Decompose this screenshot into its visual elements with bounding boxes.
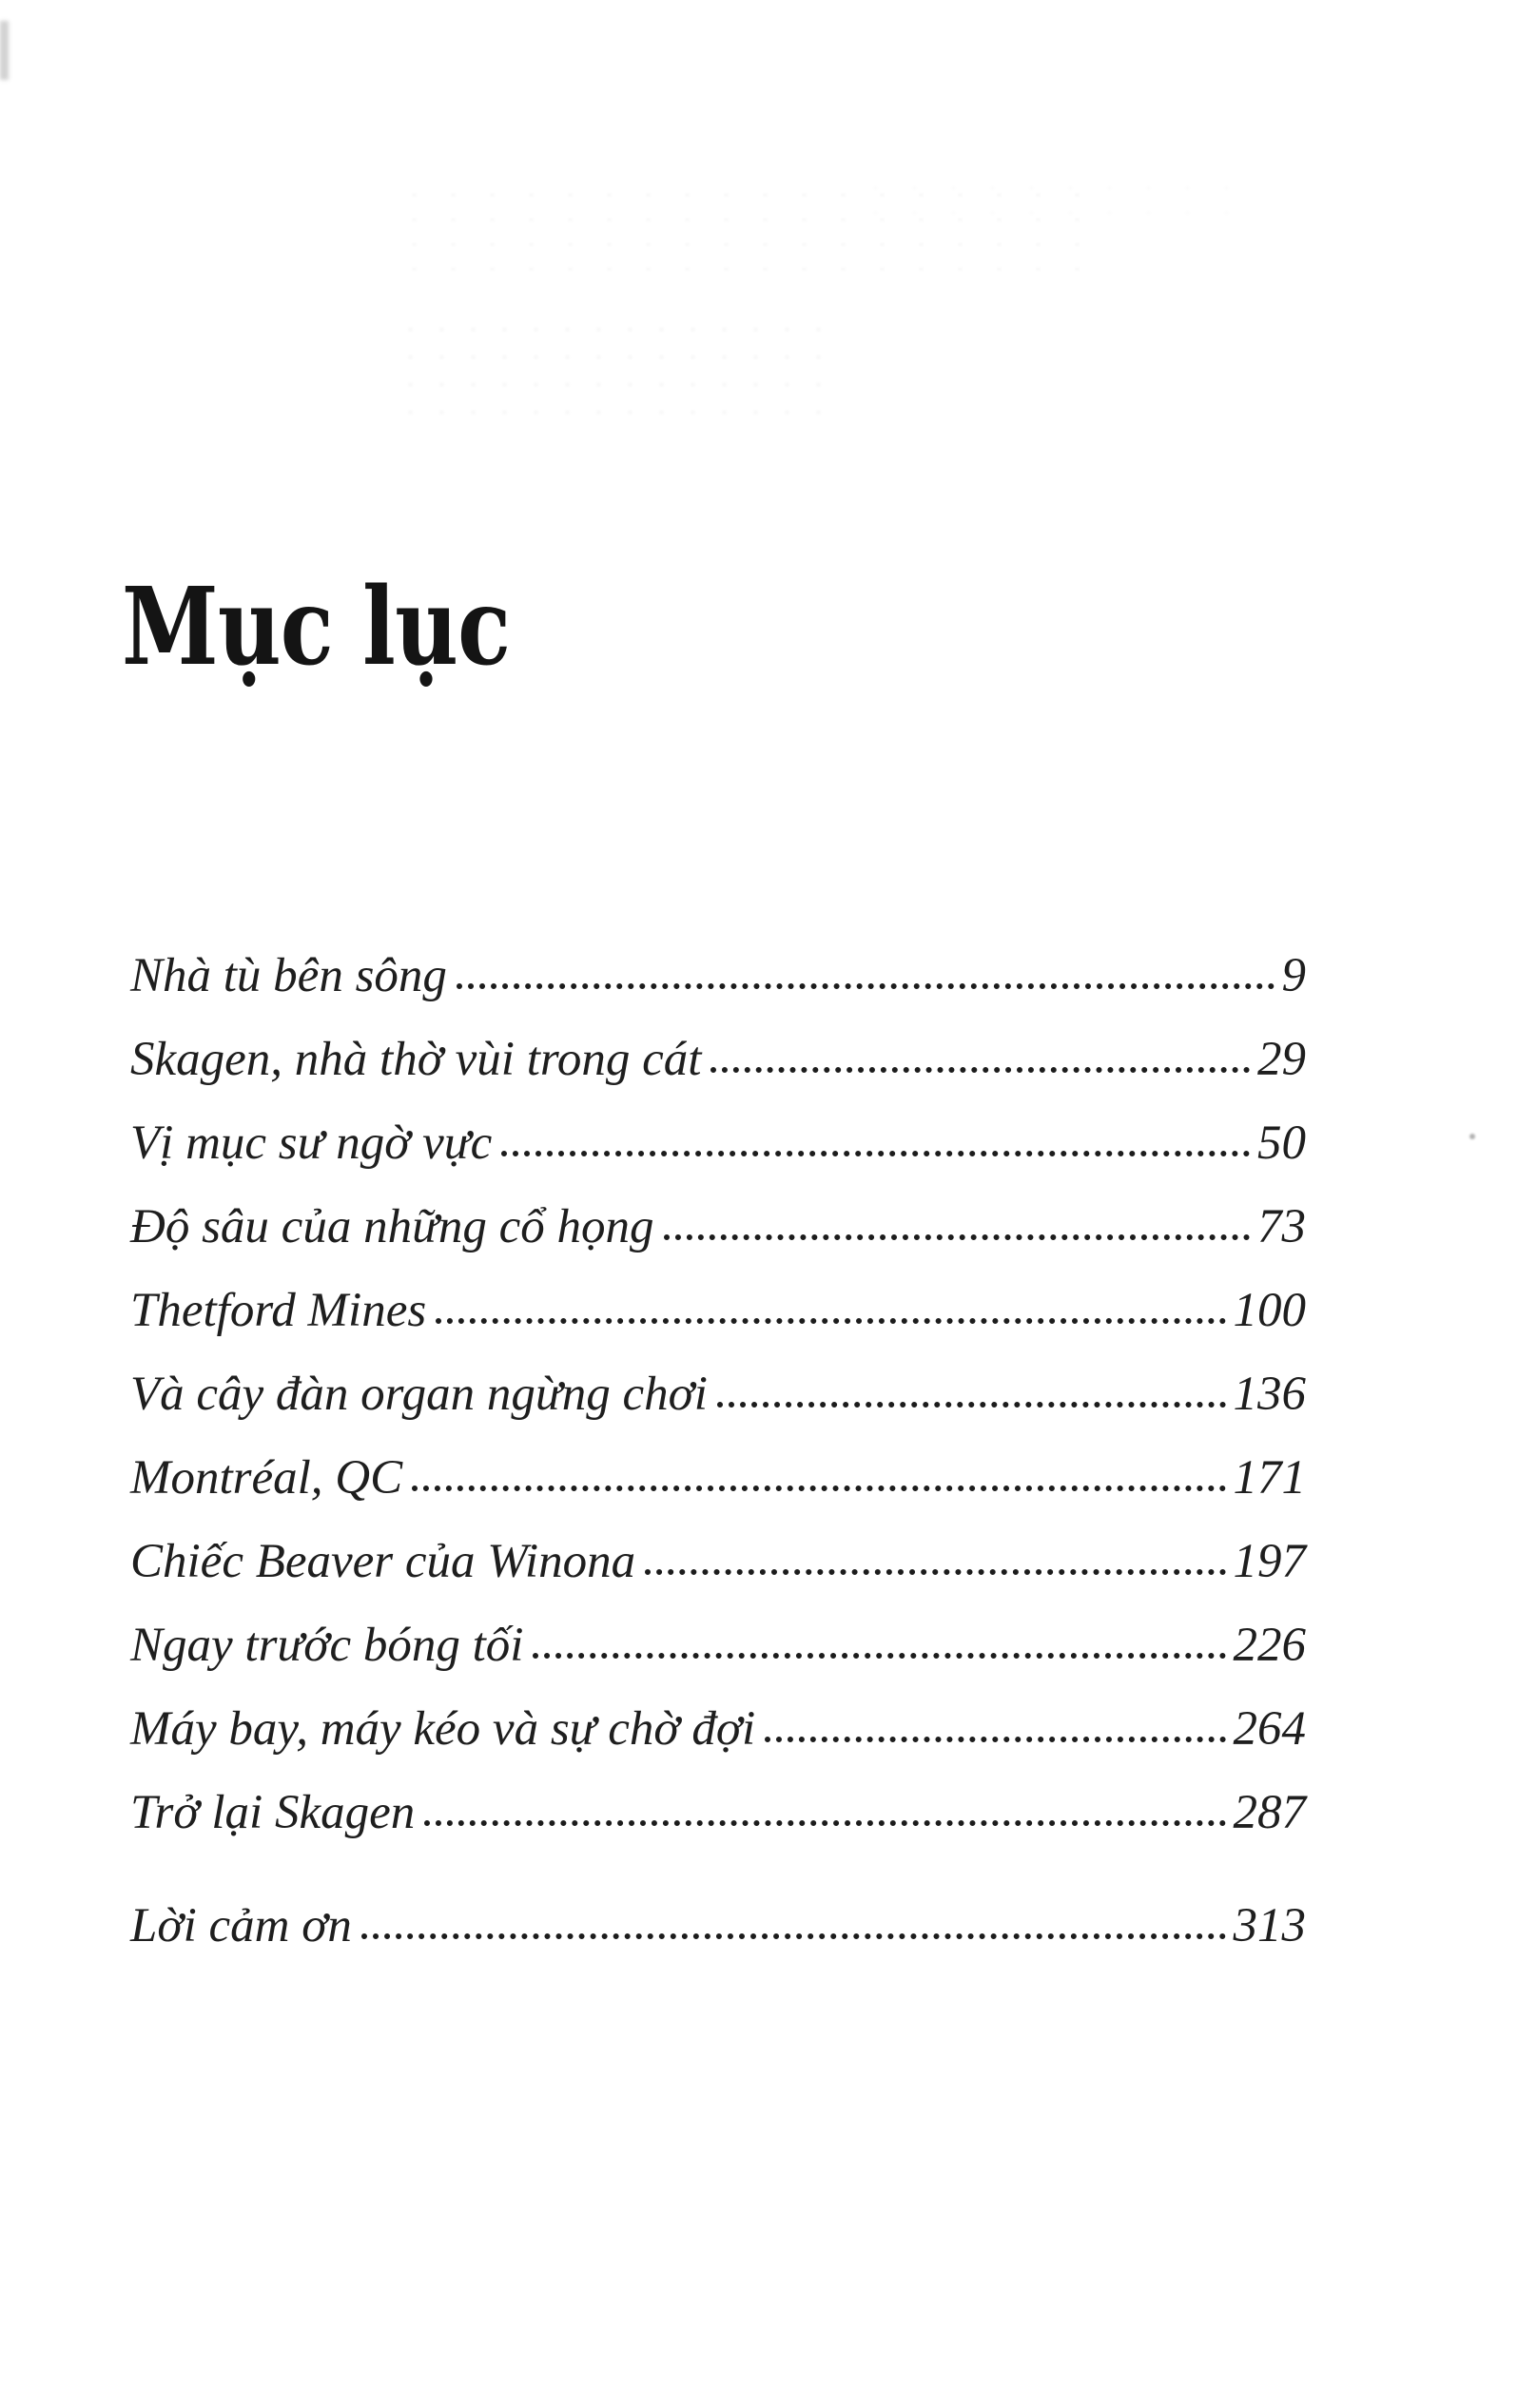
toc-entry [130, 1185, 1306, 1269]
dot-leader [533, 1653, 1225, 1659]
toc-entry-title: Lời cảm ơn [130, 1899, 352, 1952]
dot-leader [361, 1933, 1226, 1939]
toc-entry [130, 1520, 1306, 1603]
toc-entry-page-number: 197 [1233, 1535, 1306, 1588]
toc-entry-page-number: 136 [1233, 1368, 1306, 1421]
dot-leader [436, 1318, 1225, 1324]
toc-entry-page-number: 171 [1233, 1451, 1306, 1505]
toc-entry-title: Và cây đàn organ ngừng chơi [130, 1368, 708, 1421]
toc-entry [130, 1018, 1306, 1101]
toc-entry [130, 1436, 1306, 1520]
toc-entry-page-number: 9 [1281, 949, 1306, 1002]
dot-leader [457, 983, 1275, 989]
dot-leader [501, 1151, 1250, 1156]
toc-entry-page-number: 313 [1233, 1899, 1306, 1952]
toc-entry-title: Độ sâu của những cổ họng [130, 1200, 654, 1253]
toc-entry [130, 1884, 1306, 1968]
table-of-contents [130, 934, 1306, 1968]
scan-edge-artifact [0, 21, 9, 80]
toc-entry [130, 1101, 1306, 1185]
dot-leader [424, 1820, 1225, 1826]
toc-entry [130, 1771, 1306, 1855]
dot-leader [717, 1402, 1226, 1408]
toc-entry-title: Ngay trước bóng tối [130, 1619, 524, 1672]
toc-entry-page-number: 264 [1233, 1702, 1306, 1756]
dot-leader [412, 1486, 1225, 1491]
toc-entry-title: Trở lại Skagen [130, 1786, 416, 1839]
scan-speck-artifact [1469, 1134, 1475, 1139]
toc-entry-title: Nhà tù bên sông [130, 949, 447, 1002]
ink-bleedthrough-artifact [395, 316, 823, 418]
toc-entry-page-number: 287 [1233, 1786, 1306, 1839]
toc-entry-page-number: 100 [1233, 1284, 1306, 1337]
dot-leader [765, 1737, 1225, 1742]
toc-entry [130, 1687, 1306, 1771]
toc-entry-page-number: 226 [1233, 1619, 1306, 1672]
toc-entry [130, 1269, 1306, 1352]
dot-leader [645, 1569, 1225, 1575]
toc-entry-title: Vị mục sư ngờ vực [130, 1117, 493, 1170]
toc-entry-title: Thetford Mines [130, 1284, 427, 1337]
toc-entry [130, 1352, 1306, 1436]
toc-entry [130, 934, 1306, 1018]
toc-entry-title: Máy bay, máy kéo và sự chờ đợi [130, 1702, 756, 1756]
toc-entry [130, 1603, 1306, 1687]
page-title: Mục lục [122, 565, 511, 690]
toc-entry-title: Skagen, nhà thờ vùi trong cát [130, 1033, 702, 1086]
toc-entry-title: Montréal, QC [130, 1451, 403, 1505]
dot-leader [710, 1067, 1250, 1073]
toc-entry-title: Chiếc Beaver của Winona [130, 1535, 636, 1588]
toc-entry-page-number: 29 [1257, 1033, 1306, 1086]
toc-entry-page-number: 73 [1257, 1200, 1306, 1253]
toc-entry-page-number: 50 [1257, 1117, 1306, 1170]
ink-bleedthrough-artifact [856, 176, 1255, 214]
dot-leader [664, 1234, 1250, 1240]
